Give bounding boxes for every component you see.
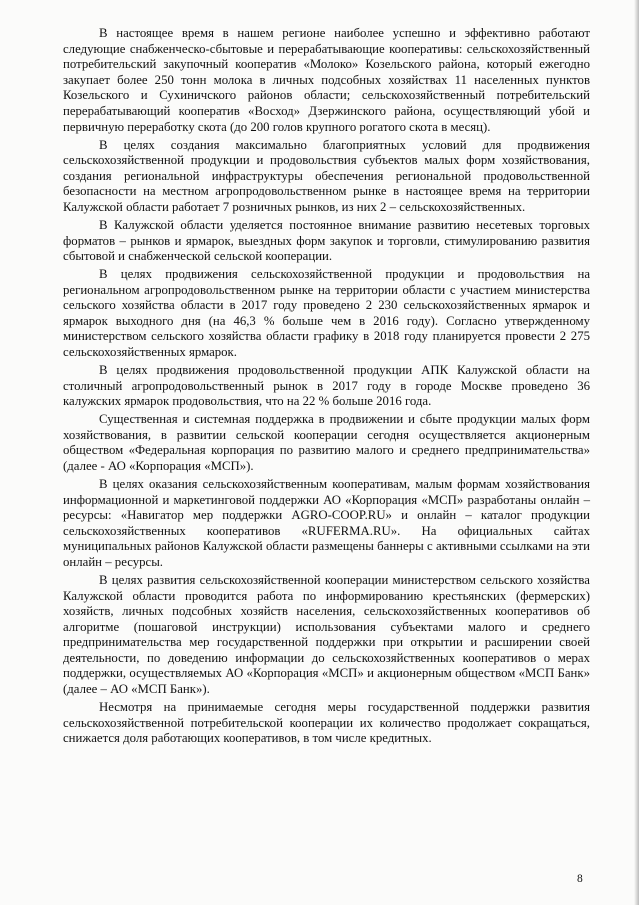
- paragraph-9: Несмотря на принимаемые сегодня меры государственной поддержки развития сельскохозяйственной потребительской кооперации их количество продолжает сокращаться, снижается доля работающих кооперативов, в том числе кредитных.: [63, 700, 590, 746]
- paragraph-4: В целях продвижения сельскохозяйственной продукции и продовольствия на региональном агропродовольственном рынке на территории области с участием министерства сельского хозяйства области в 2017 году проведено 2 230 сельскохозяйственных ярмарок и ярмарок выходного дня (на 46,3 % больше чем в 2016 году). Согласно утвержденному министерством сельского хозяйства области графику в 2018 году планируется провести 2 275 сельскохозяйственных ярмарок.: [63, 267, 590, 360]
- paragraph-1: В настоящее время в нашем регионе наиболее успешно и эффективно работают следующие снабженческо-сбытовые и перерабатывающие кооперативы: сельскохозяйственный потребительский закупочный кооператив «Молоко» Козельского района, который ежегодно закупает более 250 тонн молока в личных подсобных хозяйствах 11 населенных пунктов Козельского и Сухиничского районов области; сельскохозяйственный потребительский перерабатывающий кооператив «Восход» Дзержинского района, осуществляющий убой и первичную переработку скота (до 200 голов крупного рогатого скота в месяц).: [63, 26, 590, 134]
- document-body: [63, 26, 590, 749]
- page-edge-shadow: [634, 0, 639, 905]
- paragraph-7: В целях оказания сельскохозяйственным кооперативам, малым формам хозяйствования информационной и маркетинговой поддержки АО «Корпорация «МСП» разработаны онлайн – ресурсы: «Навигатор мер поддержки AGRO-COOP.RU» и онлайн – каталог продукции сельскохозяйственных кооперативов «RUFERMA.RU». На официальных сайтах муниципальных районов Калужской области размещены баннеры с активными ссылками на эти онлайн – ресурсы.: [63, 476, 590, 569]
- paragraph-8: В целях развития сельскохозяйственной кооперации министерством сельского хозяйства Калужской области проводится работа по информированию крестьянских (фермерских) хозяйств, личных подсобных хозяйств населения, сельскохозяйственных кооперативов об алгоритме (пошаговой инструкции) использования субъектами малого и среднего предпринимательства мер государственной поддержки при открытии и расширении своей деятельности, по доведению информации до сельскохозяйственных кооперативов о мерах поддержки, осуществляемых АО «Корпорация «МСП» и акционерным обществом «МСП Банк» (далее – АО «МСП Банк»).: [63, 572, 590, 697]
- paragraph-2: В целях создания максимально благоприятных условий для продвижения сельскохозяйственной продукции и продовольствия субъектов малых форм хозяйствования, создания региональной инфраструктуры обеспечения региональной продовольственной безопасности на местном агропродовольственном рынке в настоящее время на территории Калужской области работает 7 розничных рынков, из них 2 – сельскохозяйственных.: [63, 137, 590, 214]
- paragraph-3: В Калужской области уделяется постоянное внимание развитию несетевых торговых форматов – рынков и ярмарок, выездных форм закупок и торговли, стимулированию развития сбытовой и снабженческой сельской кооперации.: [63, 217, 590, 264]
- paragraph-5: В целях продвижения продовольственной продукции АПК Калужской области на столичный агропродовольственный рынок в 2017 году в городе Москве проведено 36 калужских ярмарок продовольствия, что на 22 % больше 2016 года.: [63, 363, 590, 409]
- page-number: 8: [577, 873, 583, 885]
- paragraph-6: Существенная и системная поддержка в продвижении и сбыте продукции малых форм хозяйствования, в развитии сельской кооперации сегодня осуществляется акционерным обществом «Федеральная корпорация по развитию малого и среднего предпринимательства» (далее - АО «Корпорация «МСП»).: [63, 412, 590, 473]
